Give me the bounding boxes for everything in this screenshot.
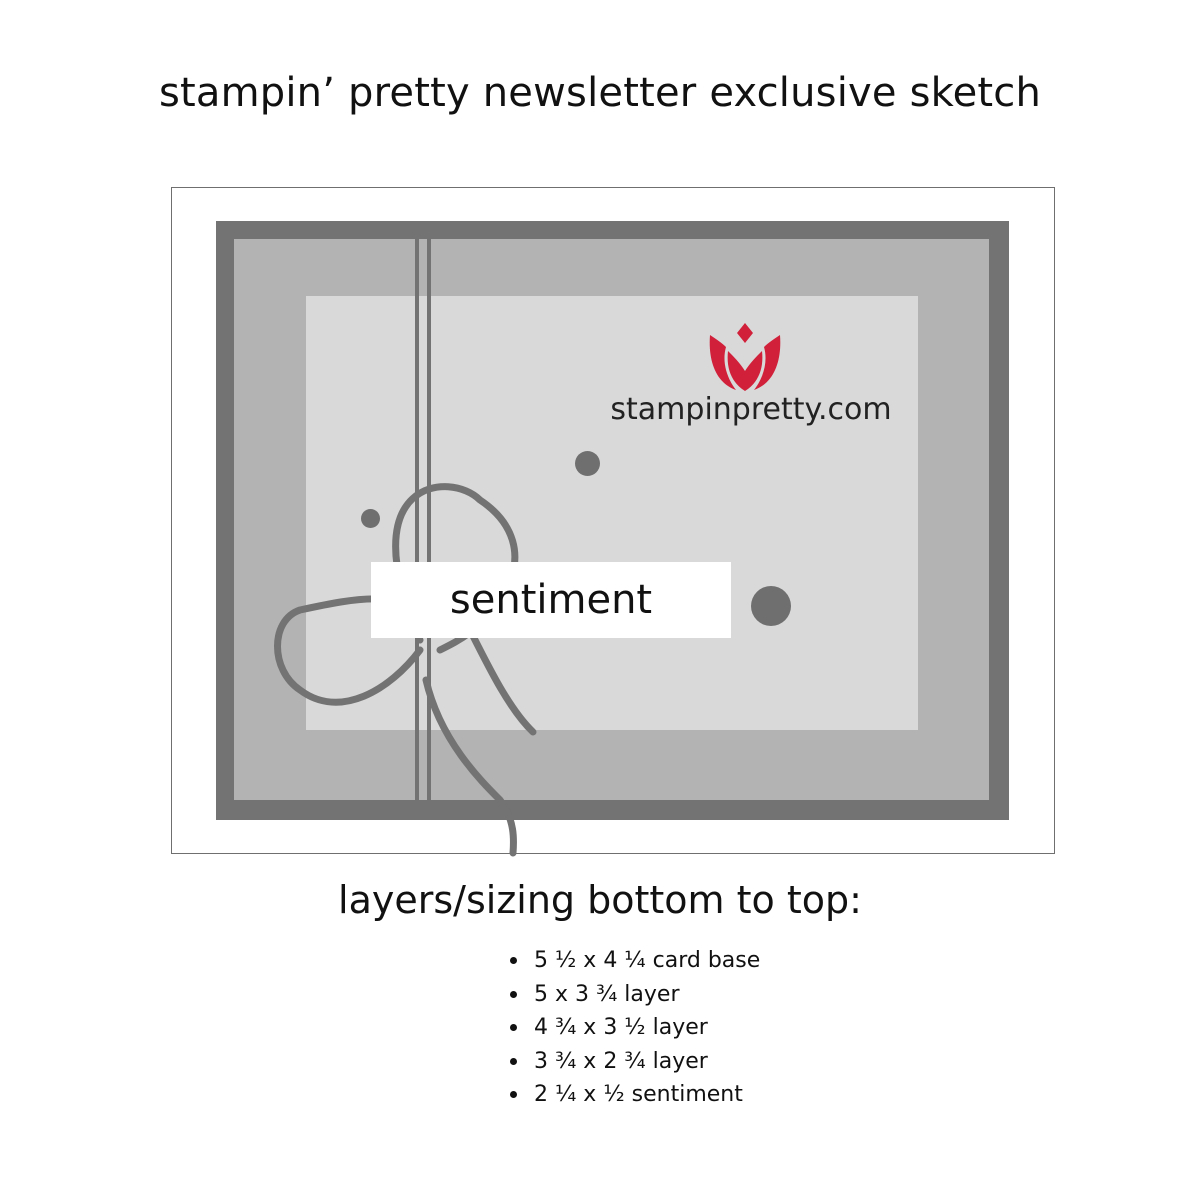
twine-line-left	[415, 239, 419, 820]
logo-text: stampinpretty.com	[610, 392, 892, 427]
embellishment-dot-large	[751, 586, 791, 626]
list-item: 5 ½ x 4 ¼ card base	[510, 944, 760, 978]
twine-line-right	[427, 239, 431, 820]
embellishment-dot-medium	[575, 451, 600, 476]
list-item: 3 ¾ x 2 ¾ layer	[510, 1045, 760, 1079]
embellishment-dot-small	[361, 509, 380, 528]
tulip-icon	[706, 321, 784, 393]
list-item: 5 x 3 ¾ layer	[510, 978, 760, 1012]
sentiment-layer	[371, 562, 731, 638]
layer-3	[306, 296, 918, 730]
list-item: 2 ¼ x ½ sentiment	[510, 1078, 760, 1112]
page-title: stampin’ pretty newsletter exclusive sketch	[158, 70, 1042, 116]
layers-heading: layers/sizing bottom to top:	[338, 878, 862, 922]
sentiment-label: sentiment	[449, 577, 653, 623]
list-item: 4 ¾ x 3 ½ layer	[510, 1011, 760, 1045]
layers-list	[510, 944, 760, 1112]
